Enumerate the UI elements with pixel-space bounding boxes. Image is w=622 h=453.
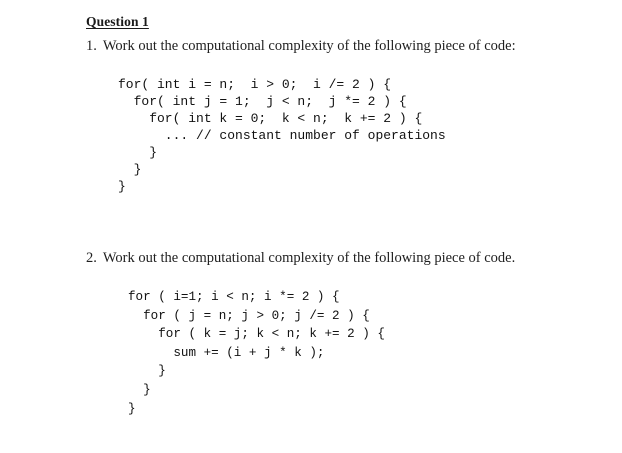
code-line: for ( j = n; j > 0; j /= 2 ) { [128, 308, 370, 323]
question-1-text: Work out the computational complexity of the following piece of code: [102, 38, 516, 54]
question-2-text: Work out the computational complexity of the following piece of code. [102, 250, 516, 266]
code-line: for( int k = 0; k < n; k += 2 ) { [118, 111, 423, 126]
code-line: for( int i = n; i > 0; i /= 2 ) { [118, 77, 392, 92]
code-line: } [128, 382, 151, 397]
question-2-number: 2. [86, 250, 97, 266]
question-2-prompt [86, 250, 515, 267]
question-2-code-block [128, 288, 385, 418]
question-1-prompt [86, 38, 516, 55]
code-line: } [118, 179, 126, 194]
code-line: } [118, 162, 142, 177]
question-1-number: 1. [86, 38, 97, 54]
code-line: for( int j = 1; j < n; j *= 2 ) { [118, 94, 407, 109]
code-line: sum += (i + j * k ); [128, 345, 325, 360]
code-line: ... // constant number of operations [118, 128, 446, 143]
code-line: for ( i=1; i < n; i *= 2 ) { [128, 290, 340, 304]
code-line: for ( k = j; k < n; k += 2 ) { [128, 327, 385, 342]
code-line: } [128, 401, 136, 416]
question-1-code-block [118, 76, 446, 195]
code-line: } [128, 364, 166, 379]
question-heading: Question 1 [86, 14, 149, 29]
code-line: } [118, 145, 158, 160]
